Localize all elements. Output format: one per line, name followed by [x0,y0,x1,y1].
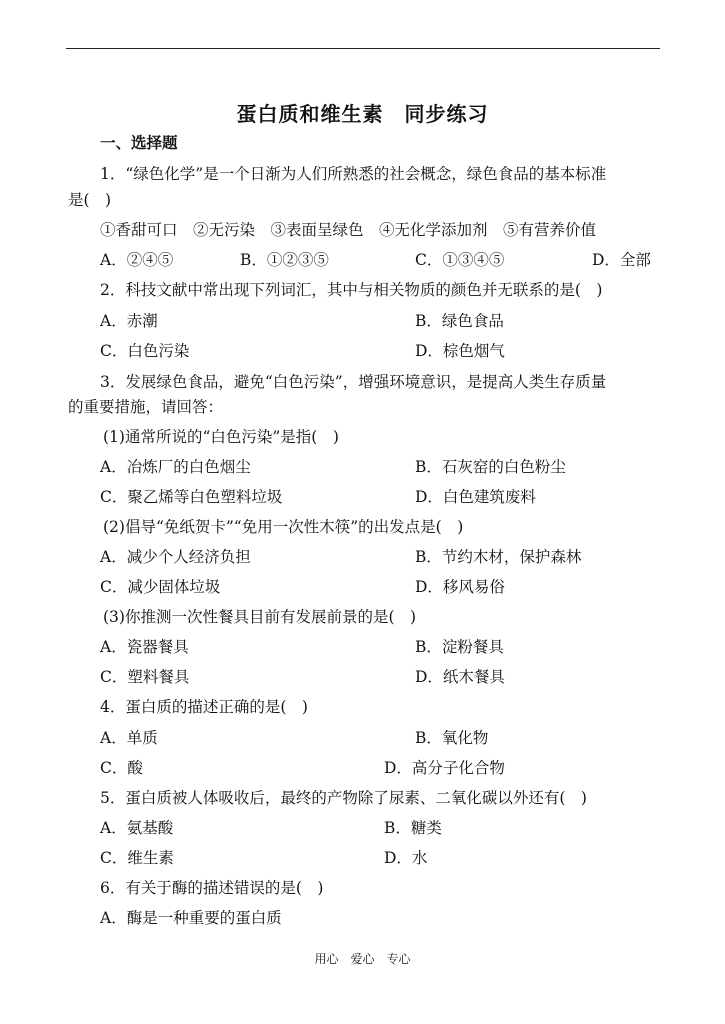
question-5-stem: 5．蛋白质被人体吸收后，最终的产物除了尿素、二氧化碳以外还有( ) [100,789,587,807]
question-3-1-option-b: B．石灰窑的白色粉尘 [415,458,566,476]
question-6-stem: 6．有关于酶的描述错误的是( ) [100,879,324,897]
question-3-stem: 3．发展绿色食品，避免“白色污染”，增强环境意识，是提高人类生存质量 [100,373,607,391]
question-5-option-c: C．维生素 [100,849,174,867]
section-heading: 一、选择题 [100,133,178,152]
question-3-stem-cont: 的重要措施，请回答： [68,398,224,416]
question-3-3-option-a: A．瓷器餐具 [100,638,189,656]
question-3-2-option-c: C．减少固体垃圾 [100,578,221,596]
question-3-1-option-c: C．聚乙烯等白色塑料垃圾 [100,488,283,506]
question-1-option-d: D．全部 [592,251,651,269]
question-1-option-b: B．①②③⑤ [240,251,329,269]
question-2-option-a: A．赤潮 [100,312,158,330]
question-1-stem: 1．“绿色化学”是一个日渐为人们所熟悉的社会概念，绿色食品的基本标准 [100,165,607,183]
question-3-3-option-c: C．塑料餐具 [100,668,190,686]
question-5-option-d: D．水 [384,849,428,867]
question-2-option-c: C．白色污染 [100,342,190,360]
question-1-stem-cont: 是( ) [68,191,112,209]
question-4-option-b: B．氧化物 [415,729,489,747]
question-4-option-c: C．酸 [100,759,143,777]
question-3-2-option-a: A．减少个人经济负担 [100,548,251,566]
question-1-option-c: C．①③④⑤ [415,251,505,269]
question-3-2-option-d: D．移风易俗 [415,578,505,596]
header-rule [66,48,660,49]
question-3-3-stem: (3)你推测一次性餐具目前有发展前景的是( ) [103,608,417,626]
question-3-1-stem: (1)通常所说的“白色污染”是指( ) [103,428,339,446]
question-2-option-d: D．棕色烟气 [415,342,505,360]
question-3-2-stem: (2)倡导“免纸贺卡”“免用一次性木筷”的出发点是( ) [103,518,464,536]
question-3-1-option-a: A．冶炼厂的白色烟尘 [100,458,251,476]
question-5-option-a: A．氨基酸 [100,819,174,837]
question-1-items: ①香甜可口 ②无污染 ③表面呈绿色 ④无化学添加剂 ⑤有营养价值 [100,221,597,239]
question-1-option-a: A．②④⑤ [100,251,174,269]
page-footer: 用心 爱心 专心 [314,952,411,966]
question-4-stem: 4．蛋白质的描述正确的是( ) [100,698,308,716]
question-4-option-d: D．高分子化合物 [384,759,505,777]
question-3-3-option-d: D．纸木餐具 [415,668,505,686]
question-6-option-a: A．酶是一种重要的蛋白质 [100,909,282,927]
page-title: 蛋白质和维生素 同步练习 [236,102,489,126]
question-5-option-b: B．糖类 [384,819,442,837]
question-2-option-b: B．绿色食品 [415,312,504,330]
question-3-1-option-d: D．白色建筑废料 [415,488,536,506]
question-2-stem: 2．科技文献中常出现下列词汇，其中与相关物质的颜色并无联系的是( ) [100,281,603,299]
question-4-option-a: A．单质 [100,729,158,747]
question-3-3-option-b: B．淀粉餐具 [415,638,504,656]
question-3-2-option-b: B．节约木材，保护森林 [415,548,582,566]
